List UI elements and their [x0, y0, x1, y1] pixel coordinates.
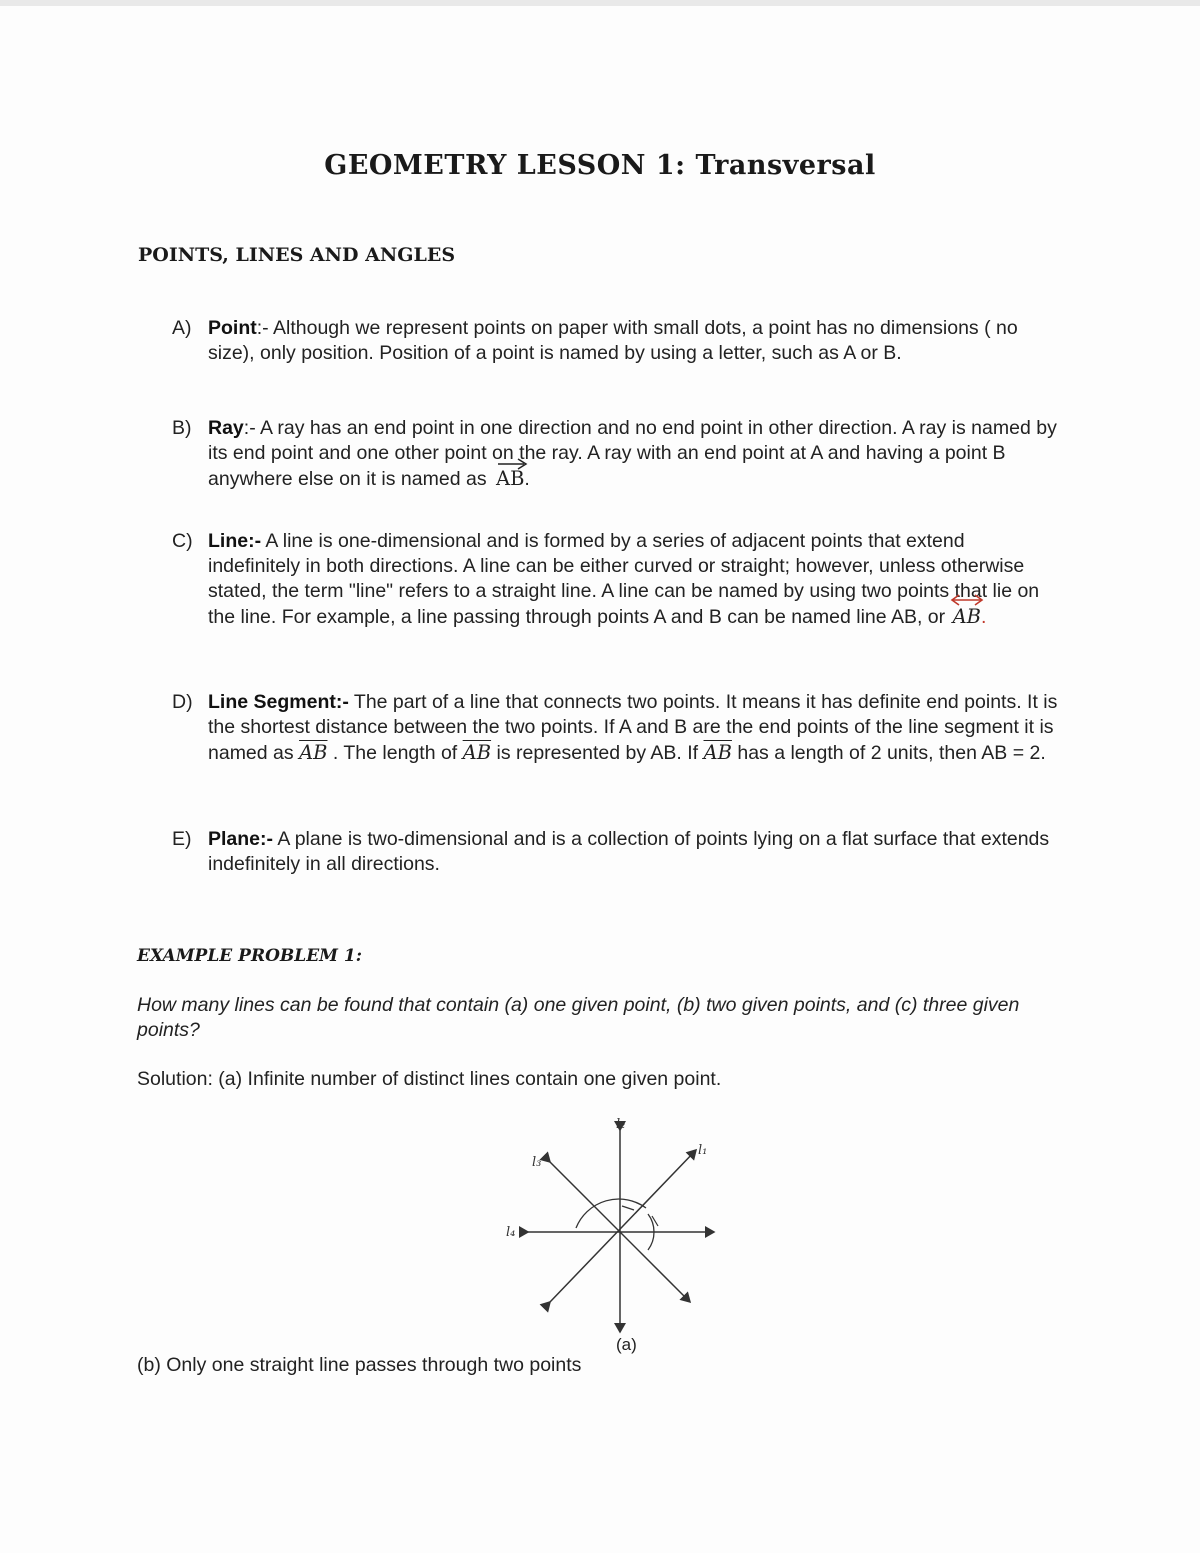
item-letter: B): [172, 417, 192, 439]
item-text: A line is one-dimensional and is formed by a series of adjacent points that extend indefinitely in both directions. A line can be either curved or straight; however, unless otherwise stated, the term "line" refers to a straight line. A line can be named by using two points that lie on the line. For example, a line passing through points A and B can be named line AB, or: [208, 530, 1040, 628]
item-term: Line Segment:-: [208, 691, 349, 713]
item-term: Ray: [208, 417, 244, 439]
label-l2: l₂: [616, 1117, 626, 1132]
example-heading: EXAMPLE PROBLEM 1:: [137, 946, 363, 966]
item-text: A ray has an end point in one direction and no end point in other direction. A ray is named by its end point and one other point on the ray. A ray with an end point at A and having a point B anywhere else on it is named as: [208, 417, 1057, 490]
label-l1: l₁: [698, 1143, 708, 1158]
item-letter: C): [172, 530, 193, 552]
ray-notation: AB: [496, 466, 524, 491]
double-arrow-icon: [949, 593, 985, 607]
segment-notation: $\overline{AB}$: [703, 741, 732, 764]
figure-caption: (a): [616, 1335, 637, 1354]
lesson-title: GEOMETRY LESSON 1: Transversal: [324, 150, 876, 181]
item-term: Point: [208, 317, 257, 339]
item-letter: D): [172, 691, 193, 713]
line-l1: [550, 1150, 696, 1302]
segment-notation: $\overline{AB}$: [299, 741, 328, 764]
example-question: How many lines can be found that contain (a) one given point, (b) two given points, and (c) three given points?: [137, 994, 1020, 1041]
section-heading: POINTS, LINES AND ANGLES: [138, 244, 456, 266]
scan-edge: [0, 0, 1200, 6]
item-text: A plane is two-dimensional and is a collection of points lying on a flat surface that extends indefinitely in all directions.: [208, 828, 1050, 875]
definition-line: C) Line:- A line is one-dimensional and is formed by a series of adjacent points that extend indefinitely in both directions. A line can be either curved or straight; however, unless otherwise stated, the term "line" refers to a straight line. A line can be named by using two points that lie on the line. For example, a line passing through points A and B can be named line AB, or AB.: [172, 530, 1040, 628]
ray-arrow-icon: [496, 456, 530, 470]
lines-through-point-figure: [500, 1110, 740, 1355]
label-l3: l₃: [532, 1155, 542, 1170]
solution-a: Solution: (a) Infinite number of distinct lines contain one given point.: [137, 1068, 722, 1090]
item-term: Plane:-: [208, 828, 274, 850]
solution-b: (b) Only one straight line passes through two points: [137, 1354, 582, 1376]
definition-line-segment: D) Line Segment:- The part of a line that connects two points. It means it has definite end points. It is the shortest distance between the two points. If A and B are the end points of the line segment it is named as $\overline{AB}$ . The length of $\overline{AB}$ is represented by AB. If $\overline{AB}$ has a length of 2 units, then AB = 2.: [172, 691, 1058, 764]
definition-ray: B) Ray:- A ray has an end point in one direction and no end point in other direction. A ray is named by its end point and one other point on the ray. A ray with an end point at A and having a point B anywhere else on it is named as AB.: [172, 417, 1057, 490]
label-l4: l₄: [506, 1225, 516, 1240]
definition-point: A) Point:- Although we represent points on paper with small dots, a point has no dimensions ( no size), only position. Position of a point is named by using a letter, such as A or B.: [172, 317, 1018, 364]
item-text: Although we represent points on paper with small dots, a point has no dimensions ( no size), only position. Position of a point is named by using a letter, such as A or B.: [208, 317, 1018, 364]
item-letter: A): [172, 317, 192, 339]
item-term: Line:-: [208, 530, 262, 552]
definition-plane: [172, 827, 1062, 877]
segment-notation: $\overline{AB}$: [462, 741, 492, 764]
line-notation: AB: [953, 604, 981, 629]
item-letter: E): [172, 828, 192, 850]
